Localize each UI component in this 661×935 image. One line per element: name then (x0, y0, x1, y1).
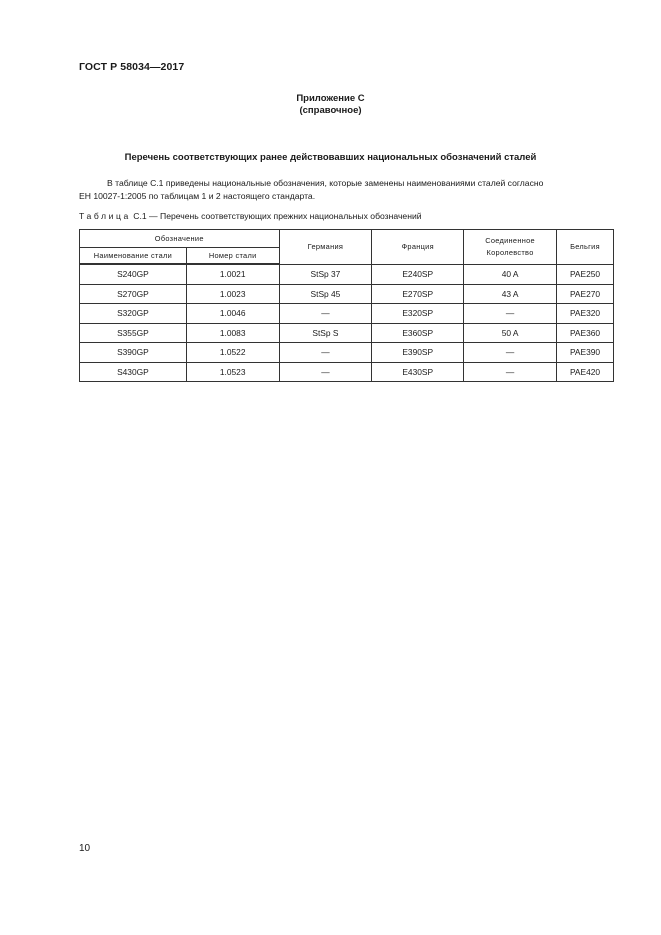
cell-steel-number: 1.0523 (186, 362, 279, 382)
cell-germany: StSp 37 (279, 264, 372, 284)
table-caption-text: С.1 — Перечень соответствующих прежних национальных обозначений (130, 211, 422, 221)
cell-belgium: PAE320 (557, 304, 614, 324)
header-steel-name: Наименование стали (80, 248, 187, 265)
cell-steel-number: 1.0522 (186, 343, 279, 363)
table-caption (79, 211, 422, 221)
annex-heading (0, 93, 661, 117)
header-france: Франция (372, 230, 464, 265)
table-row (80, 284, 614, 304)
table-row (80, 264, 614, 284)
document-code: ГОСТ Р 58034—2017 (79, 61, 185, 73)
paragraph-line-1: В таблице С.1 приведены национальные обозначения, которые заменены наименованиями сталей согласно (107, 178, 544, 188)
header-united-kingdom: Соединенное Королевство (464, 230, 557, 265)
table-row (80, 343, 614, 363)
header-steel-number: Номер стали (186, 248, 279, 265)
cell-belgium: PAE360 (557, 323, 614, 343)
cell-steel-number: 1.0023 (186, 284, 279, 304)
cell-steel-number: 1.0083 (186, 323, 279, 343)
cell-france: E320SP (372, 304, 464, 324)
cell-united-kingdom: — (464, 304, 557, 324)
cell-france: E360SP (372, 323, 464, 343)
page-number: 10 (79, 843, 91, 854)
cell-germany: — (279, 362, 372, 382)
cell-france: E240SP (372, 264, 464, 284)
cell-united-kingdom: 50 A (464, 323, 557, 343)
cell-germany: StSp S (279, 323, 372, 343)
cell-belgium: PAE270 (557, 284, 614, 304)
cell-germany: StSp 45 (279, 284, 372, 304)
cell-steel-name: S320GP (80, 304, 187, 324)
cell-belgium: PAE390 (557, 343, 614, 363)
cell-steel-name: S430GP (80, 362, 187, 382)
cell-belgium: PAE420 (557, 362, 614, 382)
cell-steel-number: 1.0046 (186, 304, 279, 324)
cell-steel-name: S270GP (80, 284, 187, 304)
cell-germany: — (279, 304, 372, 324)
annex-subtitle: (справочное) (299, 105, 362, 116)
table-row (80, 304, 614, 324)
table-row (80, 323, 614, 343)
table-caption-prefix: Таблица (79, 211, 131, 221)
cell-belgium: PAE250 (557, 264, 614, 284)
cell-steel-name: S240GP (80, 264, 187, 284)
cell-france: E430SP (372, 362, 464, 382)
cell-steel-name: S390GP (80, 343, 187, 363)
cell-united-kingdom: 40 A (464, 264, 557, 284)
cell-united-kingdom: 43 A (464, 284, 557, 304)
cell-france: E270SP (372, 284, 464, 304)
cell-germany: — (279, 343, 372, 363)
designations-table (79, 229, 614, 382)
section-heading: Перечень соответствующих ранее действовавших национальных обозначений сталей (124, 152, 537, 163)
annex-title: Приложение С (296, 93, 365, 104)
cell-france: E390SP (372, 343, 464, 363)
header-germany: Германия (279, 230, 372, 265)
table-row (80, 362, 614, 382)
cell-united-kingdom: — (464, 343, 557, 363)
cell-united-kingdom: — (464, 362, 557, 382)
cell-steel-number: 1.0021 (186, 264, 279, 284)
intro-paragraph (79, 177, 619, 203)
paragraph-line-2: ЕН 10027-1:2005 по таблицам 1 и 2 настоящего стандарта. (79, 191, 316, 201)
header-designation: Обозначение (80, 230, 280, 248)
cell-steel-name: S355GP (80, 323, 187, 343)
header-belgium: Бельгия (557, 230, 614, 265)
